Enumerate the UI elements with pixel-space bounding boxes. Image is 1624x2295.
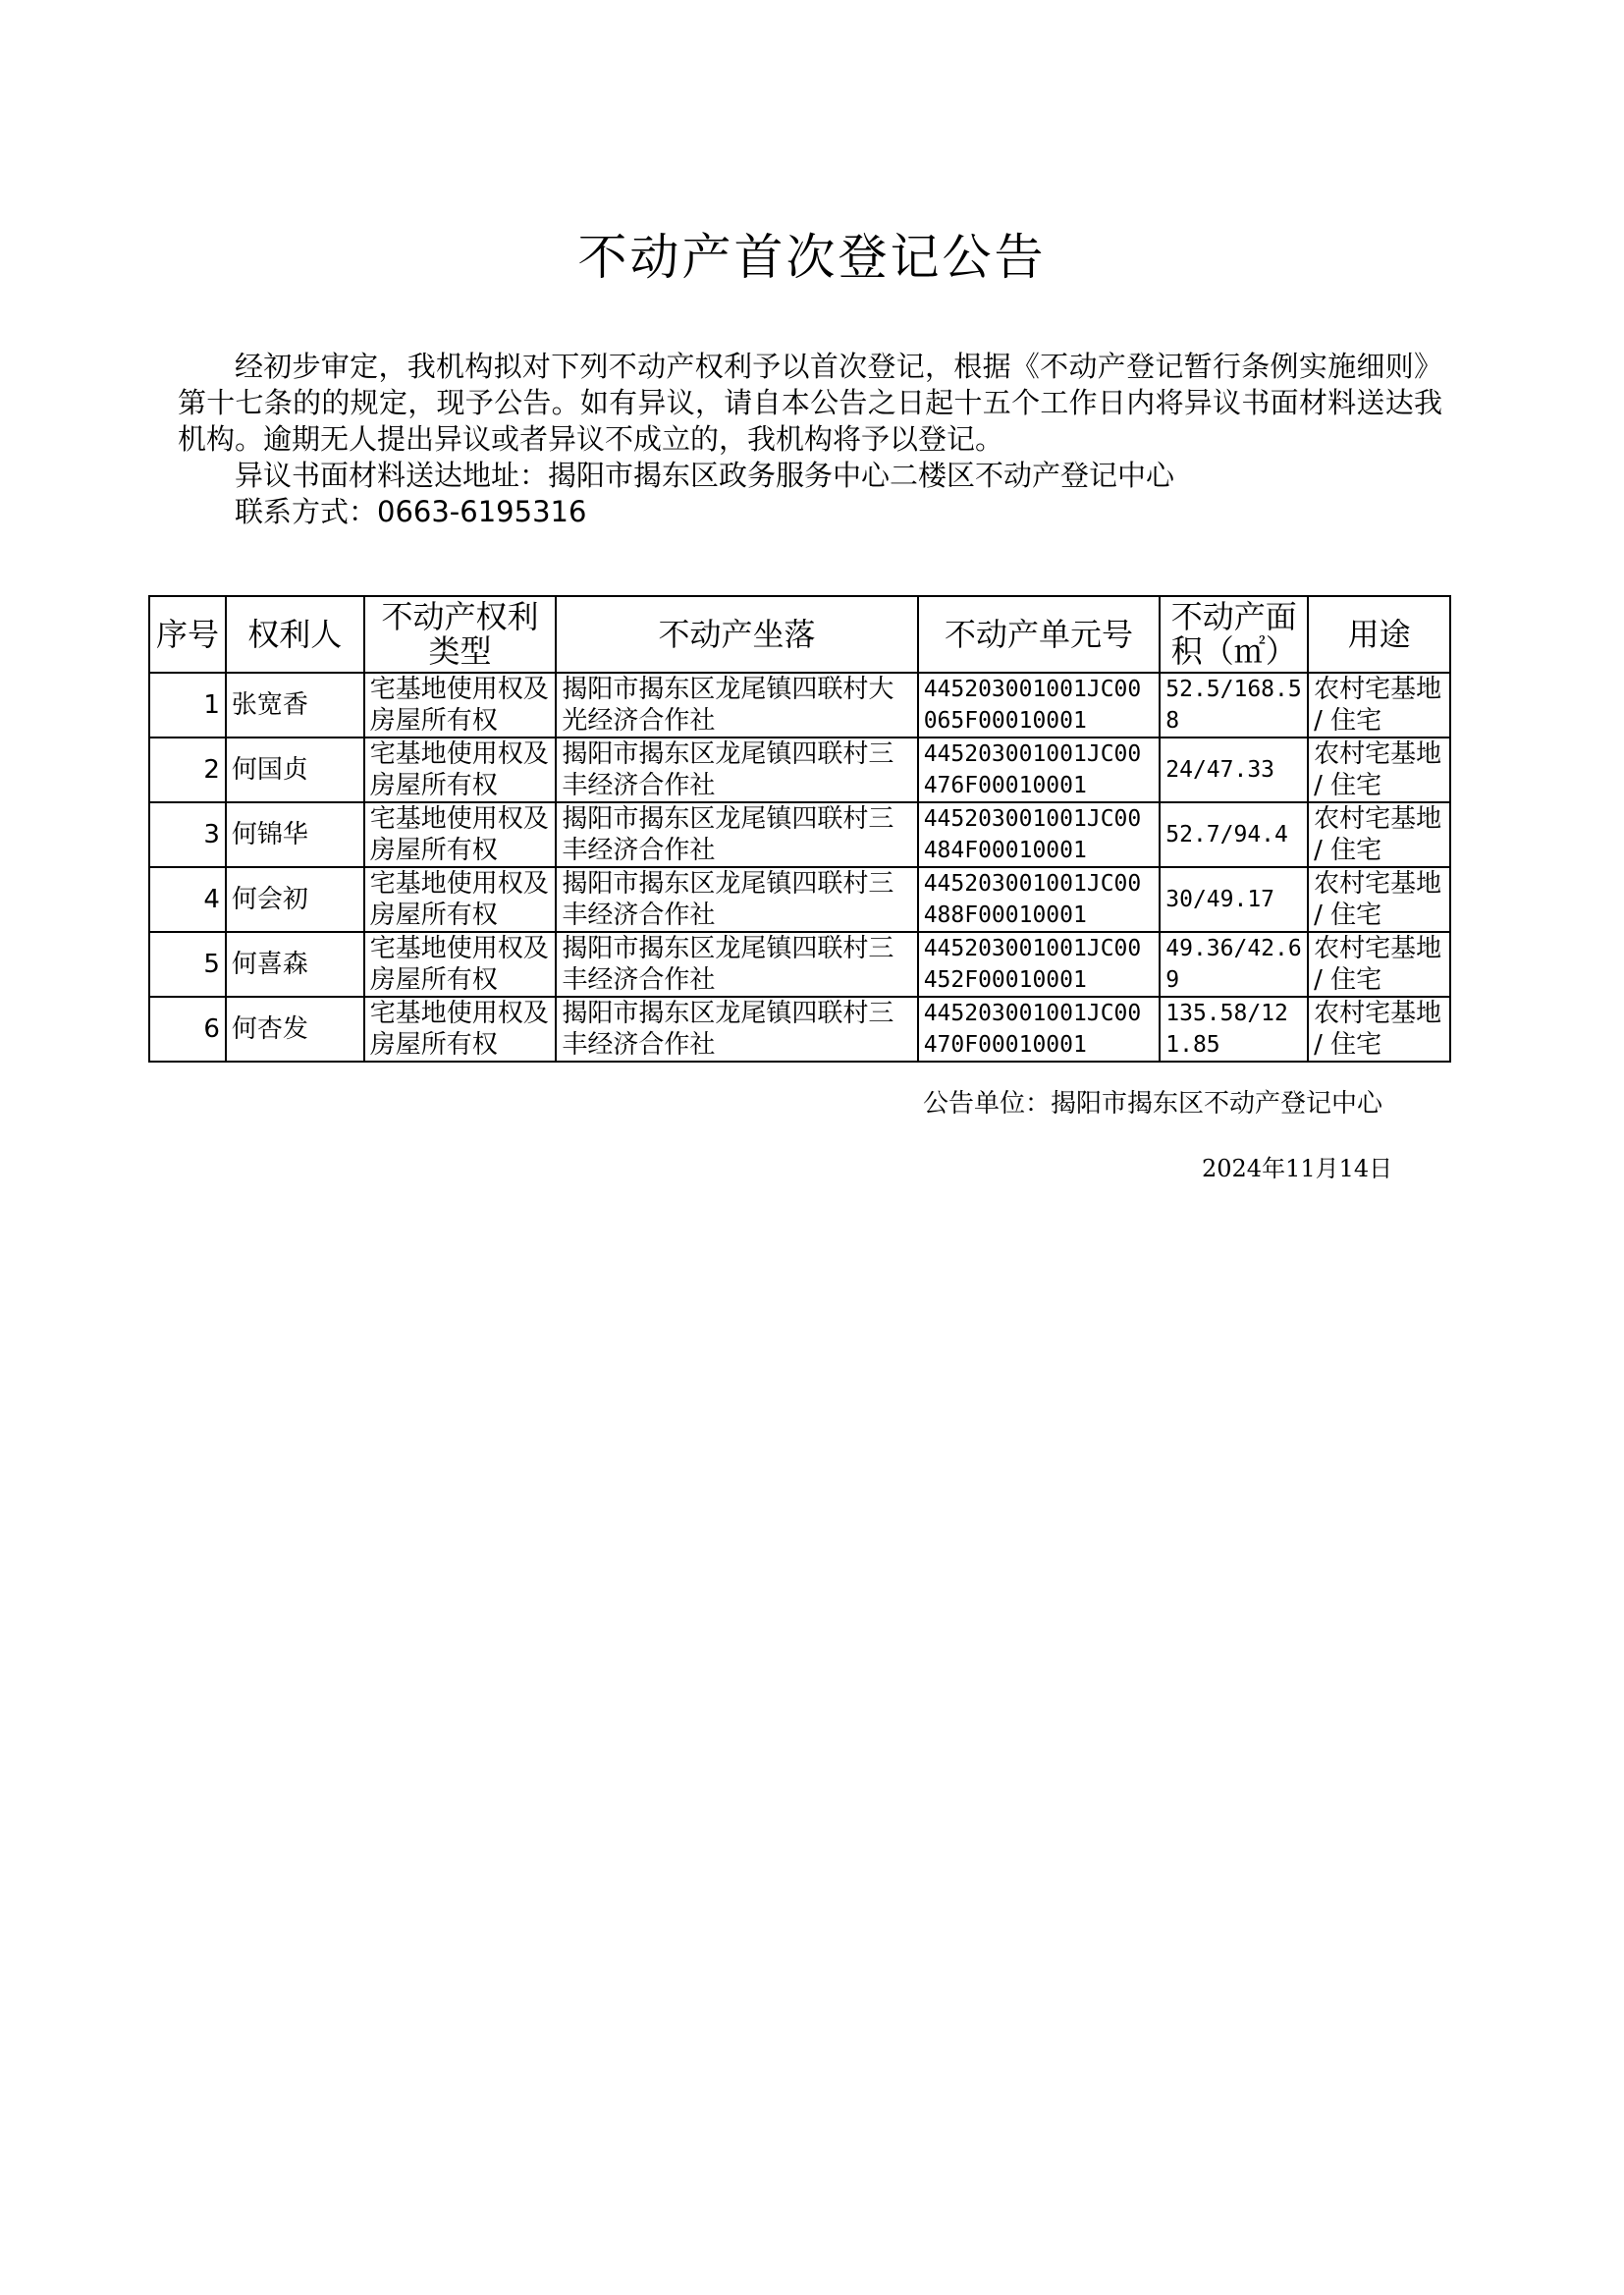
cell-owner: 何杏发 xyxy=(226,997,364,1062)
page-title: 不动产首次登记公告 xyxy=(577,229,1047,286)
cell-use: 农村宅基地 / 住宅 xyxy=(1308,738,1450,802)
header-no: 序号 xyxy=(149,596,226,673)
cell-location: 揭阳市揭东区龙尾镇四联村三丰经济合作社 xyxy=(556,738,917,802)
cell-no: 4 xyxy=(149,867,226,932)
cell-unit-number: 445203001001JC00484F00010001 xyxy=(918,802,1161,867)
table-header-row xyxy=(149,596,1450,673)
cell-area: 49.36/42.69 xyxy=(1160,932,1308,997)
table-row xyxy=(149,738,1450,802)
cell-use: 农村宅基地 / 住宅 xyxy=(1308,673,1450,738)
cell-location: 揭阳市揭东区龙尾镇四联村三丰经济合作社 xyxy=(556,802,917,867)
cell-use: 农村宅基地 / 住宅 xyxy=(1308,997,1450,1062)
cell-owner: 何锦华 xyxy=(226,802,364,867)
header-area: 不动产面积（㎡） xyxy=(1160,596,1308,673)
cell-no: 1 xyxy=(149,673,226,738)
notice-body xyxy=(178,349,1442,530)
cell-no: 3 xyxy=(149,802,226,867)
cell-right-type: 宅基地使用权及房屋所有权 xyxy=(364,997,557,1062)
cell-location: 揭阳市揭东区龙尾镇四联村三丰经济合作社 xyxy=(556,932,917,997)
cell-owner: 何喜森 xyxy=(226,932,364,997)
cell-right-type: 宅基地使用权及房屋所有权 xyxy=(364,932,557,997)
header-location: 不动产坐落 xyxy=(556,596,917,673)
header-use: 用途 xyxy=(1308,596,1450,673)
issuing-unit: 公告单位：揭阳市揭东区不动产登记中心 xyxy=(923,1089,1383,1119)
issue-date: 2024年11月14日 xyxy=(1202,1155,1393,1182)
cell-location: 揭阳市揭东区龙尾镇四联村三丰经济合作社 xyxy=(556,867,917,932)
objection-address: 异议书面材料送达地址：揭阳市揭东区政务服务中心二楼区不动产登记中心 xyxy=(235,459,1175,492)
cell-unit-number: 445203001001JC00452F00010001 xyxy=(918,932,1161,997)
header-owner: 权利人 xyxy=(226,596,364,673)
cell-owner: 何国贞 xyxy=(226,738,364,802)
header-right-type: 不动产权利类型 xyxy=(364,596,557,673)
registration-table xyxy=(148,595,1451,1063)
table-row xyxy=(149,673,1450,738)
table-row xyxy=(149,932,1450,997)
header-unit-number: 不动产单元号 xyxy=(918,596,1161,673)
cell-use: 农村宅基地 / 住宅 xyxy=(1308,802,1450,867)
cell-area: 135.58/121.85 xyxy=(1160,997,1308,1062)
cell-use: 农村宅基地 / 住宅 xyxy=(1308,867,1450,932)
table-row xyxy=(149,802,1450,867)
cell-no: 6 xyxy=(149,997,226,1062)
cell-right-type: 宅基地使用权及房屋所有权 xyxy=(364,673,557,738)
cell-right-type: 宅基地使用权及房屋所有权 xyxy=(364,802,557,867)
cell-right-type: 宅基地使用权及房屋所有权 xyxy=(364,738,557,802)
cell-area: 30/49.17 xyxy=(1160,867,1308,932)
cell-unit-number: 445203001001JC00065F00010001 xyxy=(918,673,1161,738)
table-row xyxy=(149,867,1450,932)
cell-no: 5 xyxy=(149,932,226,997)
cell-unit-number: 445203001001JC00470F00010001 xyxy=(918,997,1161,1062)
cell-right-type: 宅基地使用权及房屋所有权 xyxy=(364,867,557,932)
cell-no: 2 xyxy=(149,738,226,802)
cell-area: 52.5/168.58 xyxy=(1160,673,1308,738)
notice-paragraph: 经初步审定，我机构拟对下列不动产权利予以首次登记，根据《不动产登记暂行条例实施细则》第十七条的的规定，现予公告。如有异议，请自本公告之日起十五个工作日内将异议书面材料送达我机构。逾期无人提出异议或者异议不成立的，我机构将予以登记。 xyxy=(178,350,1442,456)
cell-unit-number: 445203001001JC00476F00010001 xyxy=(918,738,1161,802)
cell-area: 24/47.33 xyxy=(1160,738,1308,802)
cell-location: 揭阳市揭东区龙尾镇四联村大光经济合作社 xyxy=(556,673,917,738)
cell-area: 52.7/94.4 xyxy=(1160,802,1308,867)
cell-unit-number: 445203001001JC00488F00010001 xyxy=(918,867,1161,932)
cell-use: 农村宅基地 / 住宅 xyxy=(1308,932,1450,997)
cell-owner: 何会初 xyxy=(226,867,364,932)
table-row xyxy=(149,997,1450,1062)
cell-location: 揭阳市揭东区龙尾镇四联村三丰经济合作社 xyxy=(556,997,917,1062)
contact-info: 联系方式：0663-6195316 xyxy=(235,495,587,528)
cell-owner: 张宽香 xyxy=(226,673,364,738)
